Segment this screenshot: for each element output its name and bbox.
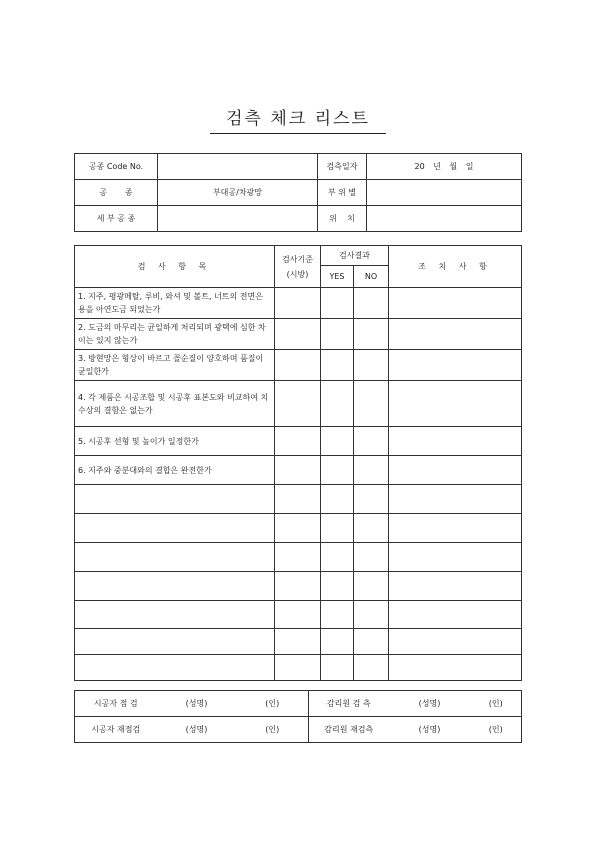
no-cell[interactable] — [354, 288, 389, 319]
no-cell[interactable] — [354, 456, 389, 485]
checklist-item-text — [75, 601, 275, 629]
location-label: 위 치 — [318, 206, 367, 232]
standard-cell[interactable] — [275, 514, 321, 543]
header-action: 조 치 사 항 — [389, 246, 522, 288]
action-cell[interactable] — [389, 381, 522, 427]
checklist-row — [75, 350, 522, 381]
checklist-item-text — [75, 514, 275, 543]
yes-cell[interactable] — [321, 572, 354, 601]
action-cell[interactable] — [389, 288, 522, 319]
header-yes: YES — [321, 266, 354, 288]
header-no: NO — [354, 266, 389, 288]
part-label: 부 위 별 — [318, 180, 367, 206]
info-table — [74, 153, 522, 232]
contractor-recheck-seal[interactable]: (인) — [237, 717, 309, 743]
checklist-item-text — [75, 629, 275, 655]
yes-cell[interactable] — [321, 655, 354, 681]
supervisor-check-name[interactable]: (성명) — [389, 691, 471, 717]
checklist-row — [75, 629, 522, 655]
yes-cell[interactable] — [321, 629, 354, 655]
contractor-recheck-name[interactable]: (성명) — [185, 725, 208, 734]
action-cell[interactable] — [389, 543, 522, 572]
action-cell[interactable] — [389, 485, 522, 514]
standard-cell[interactable] — [275, 485, 321, 514]
checklist-item-text: 4. 각 제품은 시공조합 및 시공후 표본도와 비교하여 치수상의 결함은 없는가 — [75, 381, 275, 427]
action-cell[interactable] — [389, 350, 522, 381]
contractor-check-name[interactable]: (성명) — [157, 691, 237, 717]
no-cell[interactable] — [354, 655, 389, 681]
standard-cell[interactable] — [275, 288, 321, 319]
checklist-item-text: 3. 방현망은 형상이 바르고 꼴순질이 양호하며 품질이 균일한가 — [75, 350, 275, 381]
contractor-recheck-label: 시공자 재점검 — [91, 725, 141, 734]
no-cell[interactable] — [354, 350, 389, 381]
date-value[interactable]: 20 년 월 일 — [367, 154, 522, 180]
checklist-row — [75, 514, 522, 543]
no-cell[interactable] — [354, 572, 389, 601]
checklist-row — [75, 456, 522, 485]
checklist-row — [75, 427, 522, 456]
standard-cell[interactable] — [275, 319, 321, 350]
checklist-item-text — [75, 572, 275, 601]
code-value[interactable] — [158, 154, 318, 180]
checklist-row — [75, 572, 522, 601]
subwork-label: 세 부 공 종 — [75, 206, 158, 232]
action-cell[interactable] — [389, 601, 522, 629]
code-label: 공종 Code No. — [75, 154, 158, 180]
supervisor-recheck-name[interactable]: (성명) — [418, 725, 441, 734]
standard-cell[interactable] — [275, 629, 321, 655]
header-item: 검 사 항 목 — [75, 246, 275, 288]
no-cell[interactable] — [354, 485, 389, 514]
checklist-item-text — [75, 485, 275, 514]
checklist-row — [75, 381, 522, 427]
page-title: 검측 체크 리스트 — [210, 104, 386, 134]
action-cell[interactable] — [389, 514, 522, 543]
action-cell[interactable] — [389, 456, 522, 485]
work-value[interactable]: 부대공/차광망 — [158, 180, 318, 206]
header-result: 검사결과 — [321, 246, 389, 266]
no-cell[interactable] — [354, 427, 389, 456]
standard-cell[interactable] — [275, 655, 321, 681]
yes-cell[interactable] — [321, 514, 354, 543]
checklist-row — [75, 655, 522, 681]
checklist-row — [75, 601, 522, 629]
subwork-value[interactable] — [158, 206, 318, 232]
contractor-check-label: 시공자 점 검 — [75, 691, 157, 717]
no-cell[interactable] — [354, 543, 389, 572]
yes-cell[interactable] — [321, 350, 354, 381]
no-cell[interactable] — [354, 629, 389, 655]
yes-cell[interactable] — [321, 288, 354, 319]
work-label: 공 종 — [75, 180, 158, 206]
action-cell[interactable] — [389, 629, 522, 655]
standard-cell[interactable] — [275, 350, 321, 381]
checklist-item-text: 5. 시공후 선형 및 높이가 일정한가 — [75, 427, 275, 456]
yes-cell[interactable] — [321, 381, 354, 427]
checklist-row — [75, 288, 522, 319]
yes-cell[interactable] — [321, 319, 354, 350]
checklist-row — [75, 485, 522, 514]
supervisor-recheck-seal[interactable]: (인) — [488, 725, 503, 734]
checklist-item-text — [75, 543, 275, 572]
no-cell[interactable] — [354, 601, 389, 629]
header-standard — [275, 246, 321, 288]
action-cell[interactable] — [389, 572, 522, 601]
no-cell[interactable] — [354, 381, 389, 427]
no-cell[interactable] — [354, 514, 389, 543]
standard-cell[interactable] — [275, 381, 321, 427]
header-standard-sub: (시방) — [286, 269, 309, 279]
action-cell[interactable] — [389, 427, 522, 456]
standard-cell[interactable] — [275, 572, 321, 601]
contractor-check-seal[interactable]: (인) — [237, 691, 309, 717]
standard-cell[interactable] — [275, 456, 321, 485]
standard-cell[interactable] — [275, 601, 321, 629]
sign-table — [74, 690, 522, 743]
yes-cell[interactable] — [321, 601, 354, 629]
yes-cell[interactable] — [321, 485, 354, 514]
header-standard-label: 검사기준 — [282, 254, 313, 264]
supervisor-check-seal[interactable]: (인) — [471, 691, 522, 717]
yes-cell[interactable] — [321, 456, 354, 485]
checklist-row — [75, 319, 522, 350]
part-value[interactable] — [367, 180, 522, 206]
standard-cell[interactable] — [275, 427, 321, 456]
checklist-item-text: 2. 도금의 마무리는 균일하게 처리되며 광택에 심한 차이는 있지 않는가 — [75, 319, 275, 350]
supervisor-check-label: 감리원 검 측 — [309, 691, 389, 717]
location-value[interactable] — [367, 206, 522, 232]
date-label: 검측일자 — [318, 154, 367, 180]
action-cell[interactable] — [389, 319, 522, 350]
checklist-table — [74, 245, 522, 681]
no-cell[interactable] — [354, 319, 389, 350]
checklist-item-text: 6. 지주와 중분대와의 결합은 완전한가 — [75, 456, 275, 485]
checklist-item-text: 1. 지주, 평광메탈, 루비, 와셔 및 볼트, 너트의 전면은 용을 아연도금 되었는가 — [75, 288, 275, 319]
supervisor-recheck-label: 감리원 재검측 — [324, 725, 374, 734]
standard-cell[interactable] — [275, 543, 321, 572]
checklist-row — [75, 543, 522, 572]
checklist-item-text — [75, 655, 275, 681]
yes-cell[interactable] — [321, 427, 354, 456]
action-cell[interactable] — [389, 655, 522, 681]
yes-cell[interactable] — [321, 543, 354, 572]
